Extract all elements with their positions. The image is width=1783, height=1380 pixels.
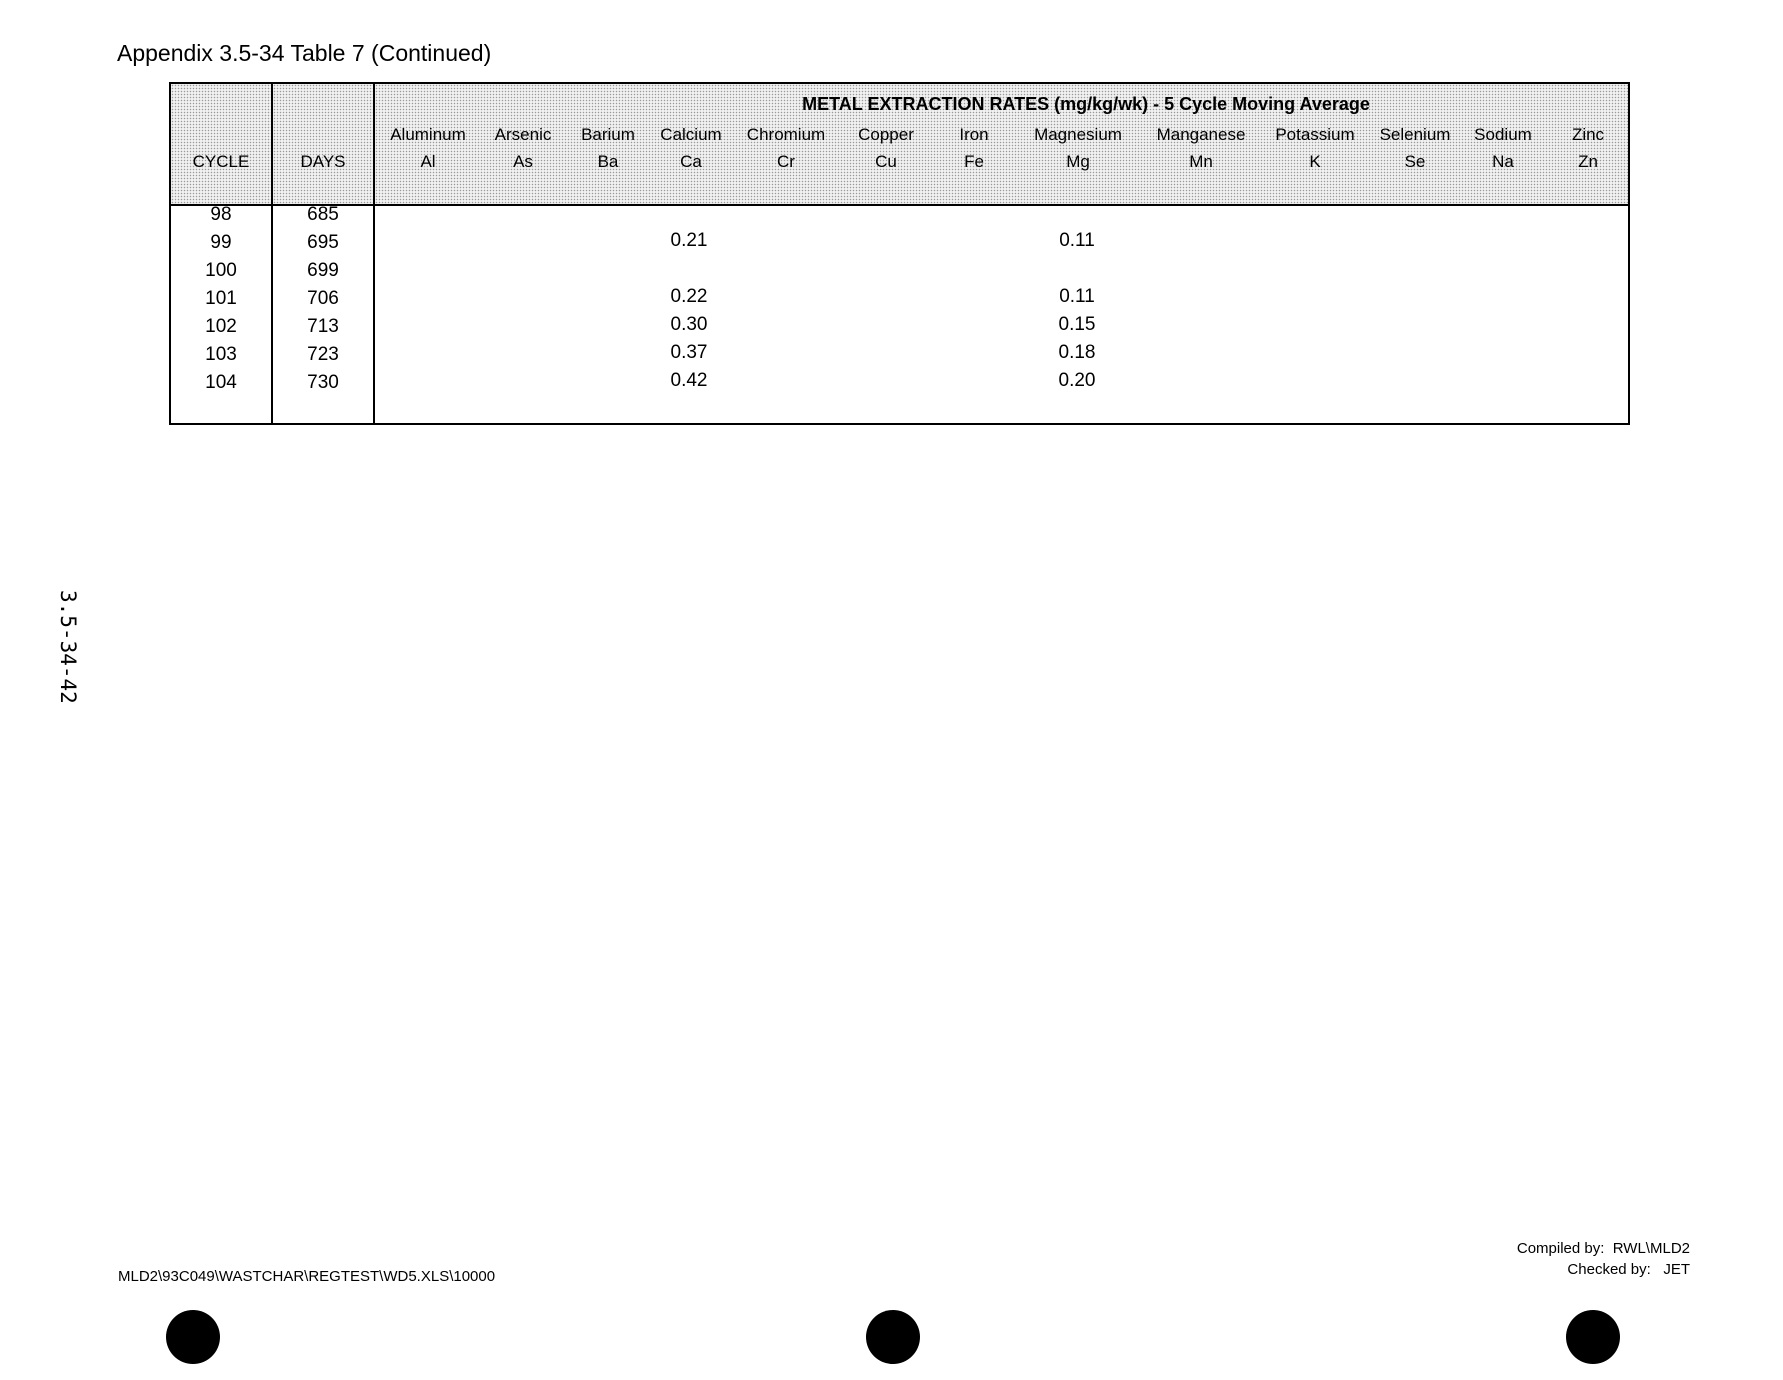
cell-calcium: 0.21 xyxy=(670,230,708,251)
punch-hole xyxy=(1566,1310,1620,1364)
metal-header-chromium: Chromium Cr xyxy=(746,125,826,171)
cell-magnesium: 0.11 xyxy=(1059,230,1095,251)
side-page-number: 3.5-34-42 xyxy=(56,590,80,704)
cell-days: 713 xyxy=(307,316,339,337)
metal-header-magnesium: Magnesium Mg xyxy=(1034,125,1122,171)
compiled-by xyxy=(1517,1240,1690,1257)
cell-calcium: 0.42 xyxy=(670,370,708,391)
cell-days: 699 xyxy=(307,260,339,281)
metal-header-barium: Barium Ba xyxy=(581,125,635,171)
cell-magnesium: 0.18 xyxy=(1058,342,1096,363)
cell-cycle: 100 xyxy=(205,260,237,281)
cell-magnesium: 0.20 xyxy=(1058,370,1096,391)
cell-cycle: 99 xyxy=(210,232,232,253)
metal-header-selenium: Selenium Se xyxy=(1379,125,1451,171)
cell-calcium: 0.37 xyxy=(670,342,708,363)
cell-cycle: 103 xyxy=(205,344,237,365)
compiled-by-value: RWL\MLD2 xyxy=(1612,1240,1690,1257)
table-caption: Appendix 3.5-34 Table 7 (Continued) xyxy=(117,40,492,66)
cell-cycle: 102 xyxy=(205,316,237,337)
metal-header-sodium: Sodium Na xyxy=(1474,125,1532,171)
cell-days: 730 xyxy=(307,372,339,393)
cell-cycle: 98 xyxy=(210,204,232,225)
cell-magnesium: 0.15 xyxy=(1058,314,1096,335)
metal-header-iron: Iron Fe xyxy=(959,125,989,171)
metal-header-copper: Copper Cu xyxy=(858,125,914,171)
metal-header-arsenic: Arsenic As xyxy=(494,125,552,171)
metal-extraction-table xyxy=(169,82,1630,425)
compiled-by-label: Compiled by: xyxy=(1516,1240,1605,1257)
cell-days: 723 xyxy=(307,344,339,365)
checked-by-value: JET xyxy=(1663,1261,1690,1278)
cell-days: 706 xyxy=(307,288,339,309)
punch-hole xyxy=(166,1310,220,1364)
metal-header-aluminum: Aluminum Al xyxy=(390,125,466,171)
metal-header-potassium: Potassium K xyxy=(1275,125,1355,171)
metal-header-calcium: Calcium Ca xyxy=(660,125,722,171)
metal-header-zinc: Zinc Zn xyxy=(1571,125,1605,171)
cell-calcium: 0.22 xyxy=(670,286,708,307)
metal-header-manganese: Manganese Mn xyxy=(1156,125,1246,171)
checked-by xyxy=(1567,1261,1690,1278)
footer-file-path: MLD2\93C049\WASTCHAR\REGTEST\WD5.XLS\10000 xyxy=(118,1268,496,1285)
table-title: METAL EXTRACTION RATES (mg/kg/wk) - 5 Cycle Moving Average xyxy=(802,94,1370,114)
punch-hole xyxy=(866,1310,920,1364)
cell-days: 685 xyxy=(307,204,339,225)
cell-calcium: 0.30 xyxy=(670,314,708,335)
cell-cycle: 104 xyxy=(205,372,237,393)
header-cycle: CYCLE xyxy=(192,152,250,171)
cell-cycle: 101 xyxy=(205,288,237,309)
cell-days: 695 xyxy=(307,232,339,253)
cell-magnesium: 0.11 xyxy=(1059,286,1095,307)
header-days: DAYS xyxy=(300,152,346,171)
checked-by-label: Checked by: xyxy=(1567,1261,1651,1278)
